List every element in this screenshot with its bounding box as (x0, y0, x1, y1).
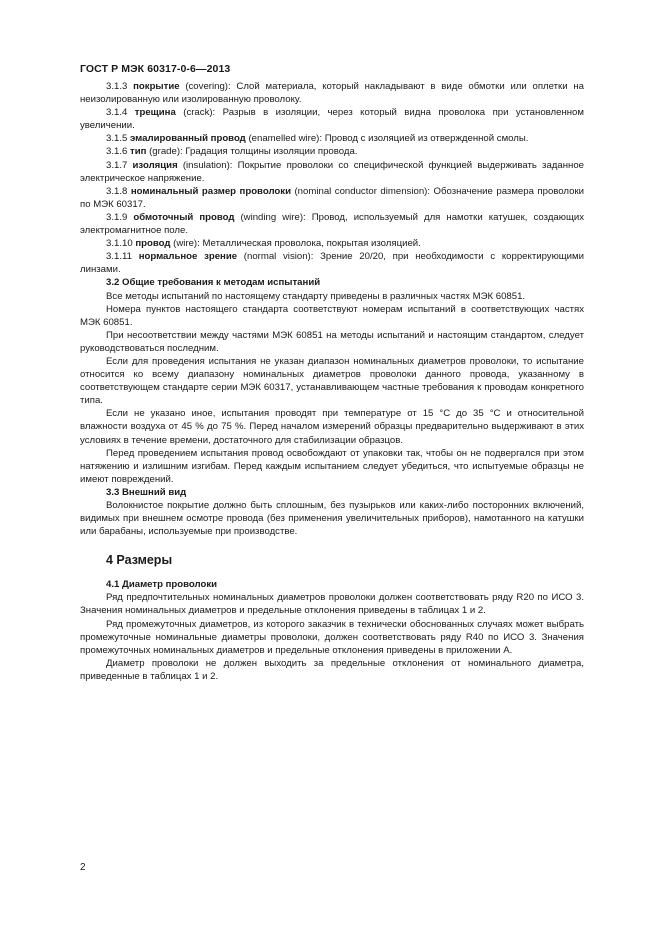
subsection-heading-4-1: 4.1 Диаметр проволоки (106, 579, 218, 591)
paragraph: При несоответствии между частями МЭК 60851 на методы испытаний и настоящим стандартом, следует руководствоваться последним. (80, 329, 584, 354)
term-3-1-11: 3.1.11 нормальное зрение (normal vision): Зрение 20/20, при необходимости с корректирующими линзами. (80, 251, 584, 276)
term-3-1-3: 3.1.3 покрытие (covering): Слой материала, который накладывают в виде обмотки или оплетки на неизолированную или изолированную проволоку. (80, 81, 585, 106)
term-3-1-5: 3.1.5 эмалированный провод (enamelled wire): Провод с изоляцией из отвержденной смолы. (106, 133, 529, 145)
paragraph: Перед проведением испытания провод освобождают от упаковки так, чтобы он не подвергался при этом натяжению и излишним изгибам. Перед каждым испытанием следует убедиться, что испытуемые образцы не имеют повреждений. (80, 447, 584, 485)
paragraph: Ряд промежуточных диаметров, из которого заказчик в технически обоснованных случаях может выбрать промежуточные номинальные диаметры проволоки, должен соответствовать ряду R40 по ИСО 3. Значения промежуточных номинальных диаметров и предельные отклонения приведены в приложении А. (80, 618, 584, 656)
term-3-1-9: 3.1.9 обмоточный провод (winding wire): Провод, используемый для намотки катушек, создающих электромагнитное поле. (80, 211, 584, 237)
term-3-1-7: 3.1.7 изоляция (insulation): Покрытие проволоки со специфической функцией выдерживать заданное электрическое напряжение. (80, 159, 584, 184)
term-name: тип (130, 146, 147, 158)
subsection-heading-3-3: 3.3 Внешний вид (106, 486, 187, 498)
term-3-1-4: 3.1.4 трещина (crack): Разрыв в изоляции, через который видна проволока при установленном увеличении. (80, 107, 584, 132)
term-name: номинальный размер проволоки (130, 185, 291, 197)
term-3-1-10: 3.1.10 провод (wire): Металлическая проволока, покрытая изоляцией. (106, 238, 421, 250)
term-3-1-6: 3.1.6 тип (grade): Градация толщины изоляции провода. (106, 146, 358, 158)
paragraph: Если не указано иное, испытания проводят при температуре от 15 °С до 35 °С и относительной влажности воздуха от 45 % до 75 %. Перед началом измерений образцы предварительно выдерживают в этих условиях в течение времени, достаточного для стабилизации образцов. (80, 408, 584, 446)
term-name: изоляция (132, 159, 178, 171)
paragraph: Волокнистое покрытие должно быть сплошным, без пузырьков или каких-либо посторонних включений, видимых при внешнем осмотре провода (без применения увеличительных приборов), намотанного на катушки или барабаны, используемые при производстве. (80, 500, 584, 538)
term-name: покрытие (133, 81, 180, 92)
paragraph: Все методы испытаний по настоящему стандарту приведены в различных частях МЭК 60851. (106, 290, 526, 302)
term-3-1-8: 3.1.8 номинальный размер проволоки (nominal conductor dimension): Обозначение размера проволоки по МЭК 60317. (80, 185, 585, 210)
term-name: обмоточный провод (133, 211, 235, 223)
term-name: нормальное зрение (138, 251, 238, 263)
section-heading-4: 4 Размеры (106, 553, 173, 568)
term-name: провод (135, 238, 171, 250)
term-name: трещина (134, 107, 176, 119)
document-header: ГОСТ Р МЭК 60317-0-6—2013 (80, 63, 231, 75)
paragraph: Ряд предпочтительных номинальных диаметров проволоки должен соответствовать ряду R20 по ИСО 3. Значения номинальных диаметров и предельные отклонения приведены в таблицах 1 и 2. (80, 592, 584, 617)
paragraph: Если для проведения испытания не указан диапазон номинальных диаметров проволоки, то испытание относится ко всему диапазону номинальных диаметров проволоки данного провода, указанному в соответствующем стандарте серии МЭК 60317, устанавливающем частные требования к проводам конкретного типа. (80, 355, 584, 407)
subsection-heading-3-2: 3.2 Общие требования к методам испытаний (106, 277, 321, 289)
page-number: 2 (80, 862, 86, 873)
document-body (80, 80, 584, 683)
term-name: эмалированный провод (130, 133, 246, 145)
paragraph: Номера пунктов настоящего стандарта соответствуют номерам испытаний в соответствующих частях МЭК 60851. (80, 303, 584, 328)
paragraph: Диаметр проволоки не должен выходить за предельные отклонения от номинального диаметра, приведенные в таблицах 1 и 2. (80, 657, 584, 682)
